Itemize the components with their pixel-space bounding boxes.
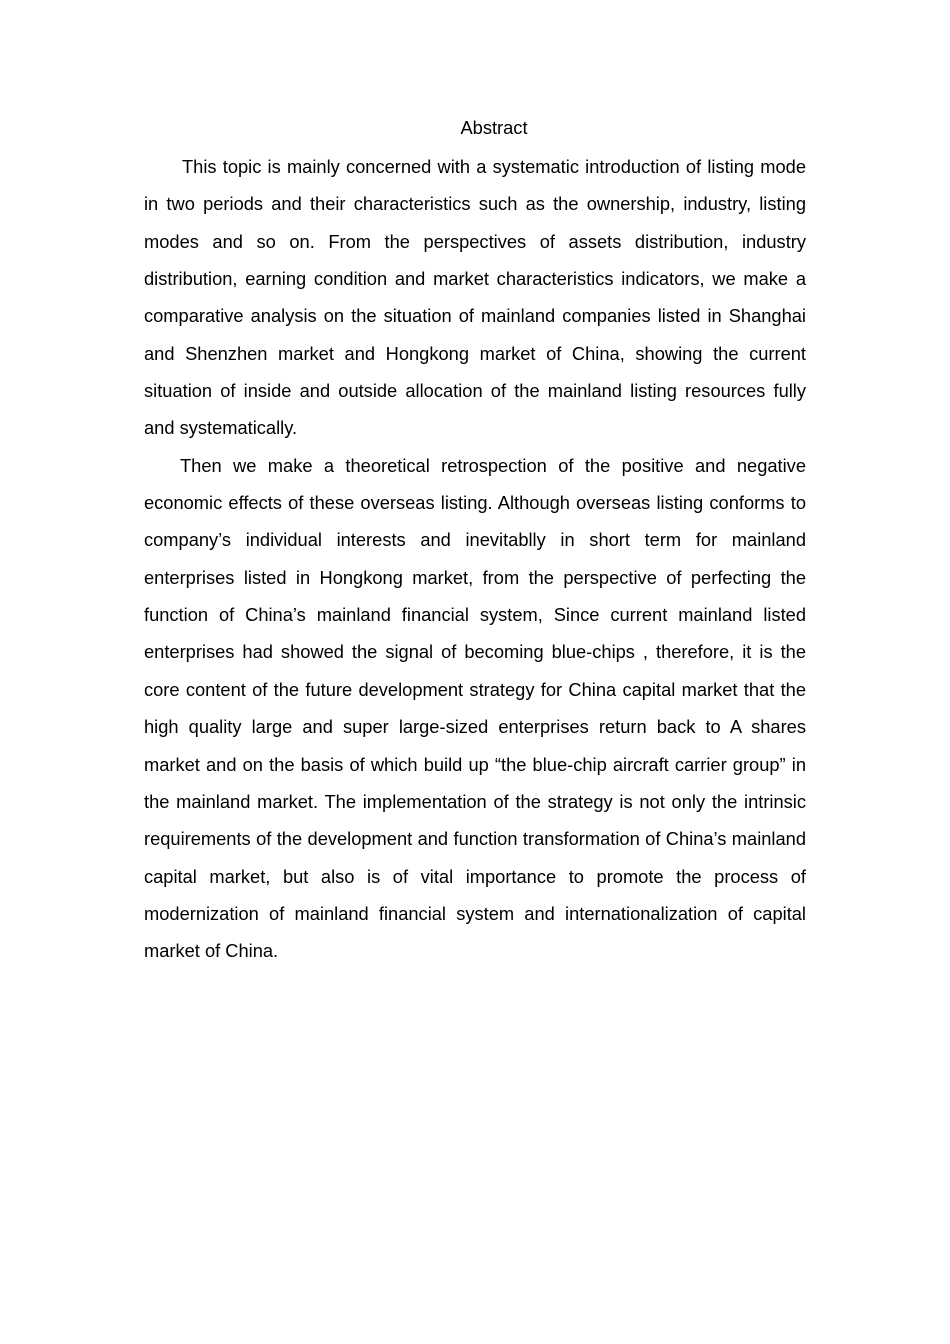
abstract-paragraph-1: This topic is mainly concerned with a systematic introduction of listing mode in two periods and their characteristics such as the ownership, industry, listing modes and so on. From the perspectives of assets distribution, industry distribution, earning condition and market characteristics indicators, we make a comparative analysis on the situation of mainland companies listed in Shanghai and Shenzhen market and Hongkong market of China, showing the current situation of inside and outside allocation of the mainland listing resources fully and systematically.	[144, 156, 806, 439]
abstract-title: Abstract	[460, 117, 528, 138]
abstract-paragraph-2: Then we make a theoretical retrospection of the positive and negative economic effects of these overseas listing. Although overseas listing conforms to company’s individual interests and inevitablly in short term for mainland enterprises listed in Hongkong market, from the perspective of perfecting the function of China’s mainland financial system, Since current mainland listed enterprises had showed the signal of becoming blue-chips , therefore, it is the core content of the future development strategy for China capital market that the high quality large and super large-sized enterprises return back to A shares market and on the basis of which build up “the blue-chip aircraft carrier group” in the mainland market. The implementation of the strategy is not only the intrinsic requirements of the development and function transformation of China’s mainland capital market, but also is of vital importance to promote the process of modernization of mainland financial system and internationalization of capital market of China.	[144, 454, 806, 962]
abstract-section	[144, 114, 806, 970]
